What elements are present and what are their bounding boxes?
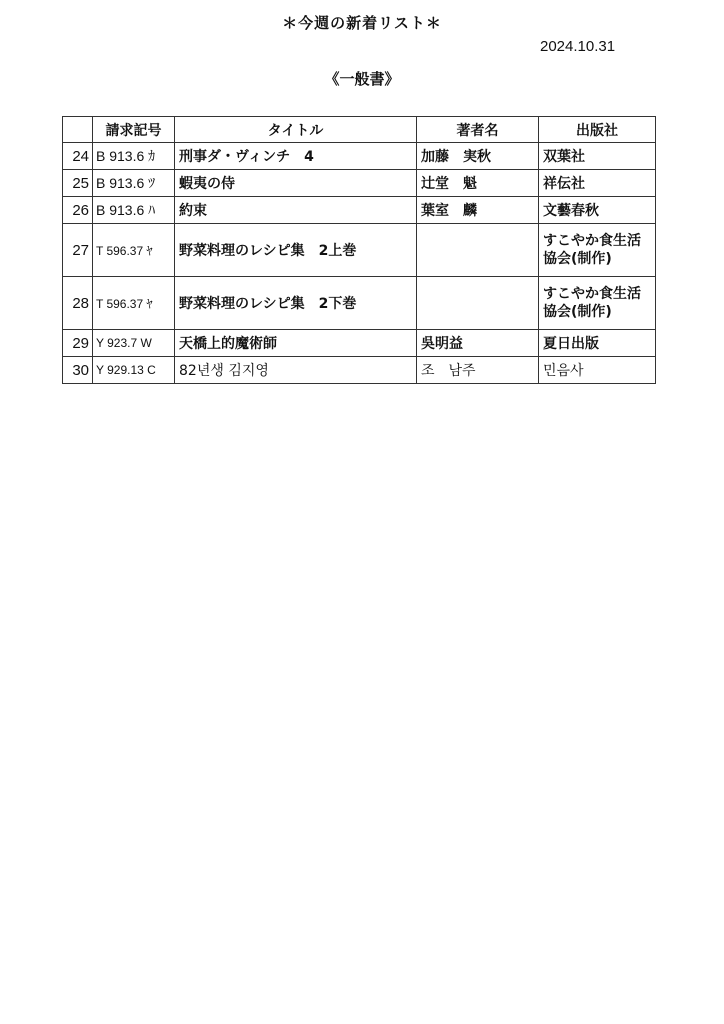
column-header-title: タイトル	[175, 117, 417, 143]
book-title: 約束	[175, 197, 417, 224]
publisher-name: 文藝春秋	[539, 197, 656, 224]
book-title: 刑事ダ・ヴィンチ 4	[175, 143, 417, 170]
table-row	[63, 170, 656, 197]
call-number: Y 929.13 C	[93, 357, 175, 384]
author-name: 加藤 実秋	[417, 143, 539, 170]
author-name: 조 남주	[417, 357, 539, 384]
row-number: 26	[63, 197, 93, 224]
author-name: 辻堂 魁	[417, 170, 539, 197]
column-header-author: 著者名	[417, 117, 539, 143]
row-number: 27	[63, 224, 93, 277]
publisher-name: すこやか食生活協会(制作)	[539, 277, 656, 330]
author-name: 吳明益	[417, 330, 539, 357]
publisher-name: 双葉社	[539, 143, 656, 170]
publisher-name: 祥伝社	[539, 170, 656, 197]
book-title: 天橋上的魔術師	[175, 330, 417, 357]
publisher-name: すこやか食生活協会(制作)	[539, 224, 656, 277]
author-name	[417, 224, 539, 277]
section-heading: 《一般書》	[324, 70, 400, 88]
table-row	[63, 277, 656, 330]
list-date: 2024.10.31	[540, 38, 616, 55]
book-title: 蝦夷の侍	[175, 170, 417, 197]
call-number: T 596.37 ﾔ	[93, 224, 175, 277]
call-number: T 596.37 ﾔ	[93, 277, 175, 330]
table-row	[63, 197, 656, 224]
call-number: Y 923.7 W	[93, 330, 175, 357]
table-row	[63, 357, 656, 384]
row-number: 25	[63, 170, 93, 197]
row-number: 28	[63, 277, 93, 330]
call-number: B 913.6 ｶ	[93, 143, 175, 170]
book-title: 82년생 김지영	[175, 357, 417, 384]
row-number: 24	[63, 143, 93, 170]
table-row	[63, 224, 656, 277]
column-header-publisher: 出版社	[539, 117, 656, 143]
table-row	[63, 330, 656, 357]
table-header-row	[63, 117, 656, 143]
new-books-table	[62, 116, 656, 384]
publisher-name: 민음사	[539, 357, 656, 384]
book-title: 野菜料理のレシピ集 2下巻	[175, 277, 417, 330]
publisher-name: 夏日出版	[539, 330, 656, 357]
row-number: 29	[63, 330, 93, 357]
column-header-number	[63, 117, 93, 143]
author-name: 葉室 麟	[417, 197, 539, 224]
column-header-call-number: 請求記号	[93, 117, 175, 143]
author-name	[417, 277, 539, 330]
call-number: B 913.6 ﾂ	[93, 170, 175, 197]
page-title: ＊今週の新着リスト＊	[282, 14, 442, 32]
book-title: 野菜料理のレシピ集 2上巻	[175, 224, 417, 277]
row-number: 30	[63, 357, 93, 384]
table-row	[63, 143, 656, 170]
call-number: B 913.6 ﾊ	[93, 197, 175, 224]
